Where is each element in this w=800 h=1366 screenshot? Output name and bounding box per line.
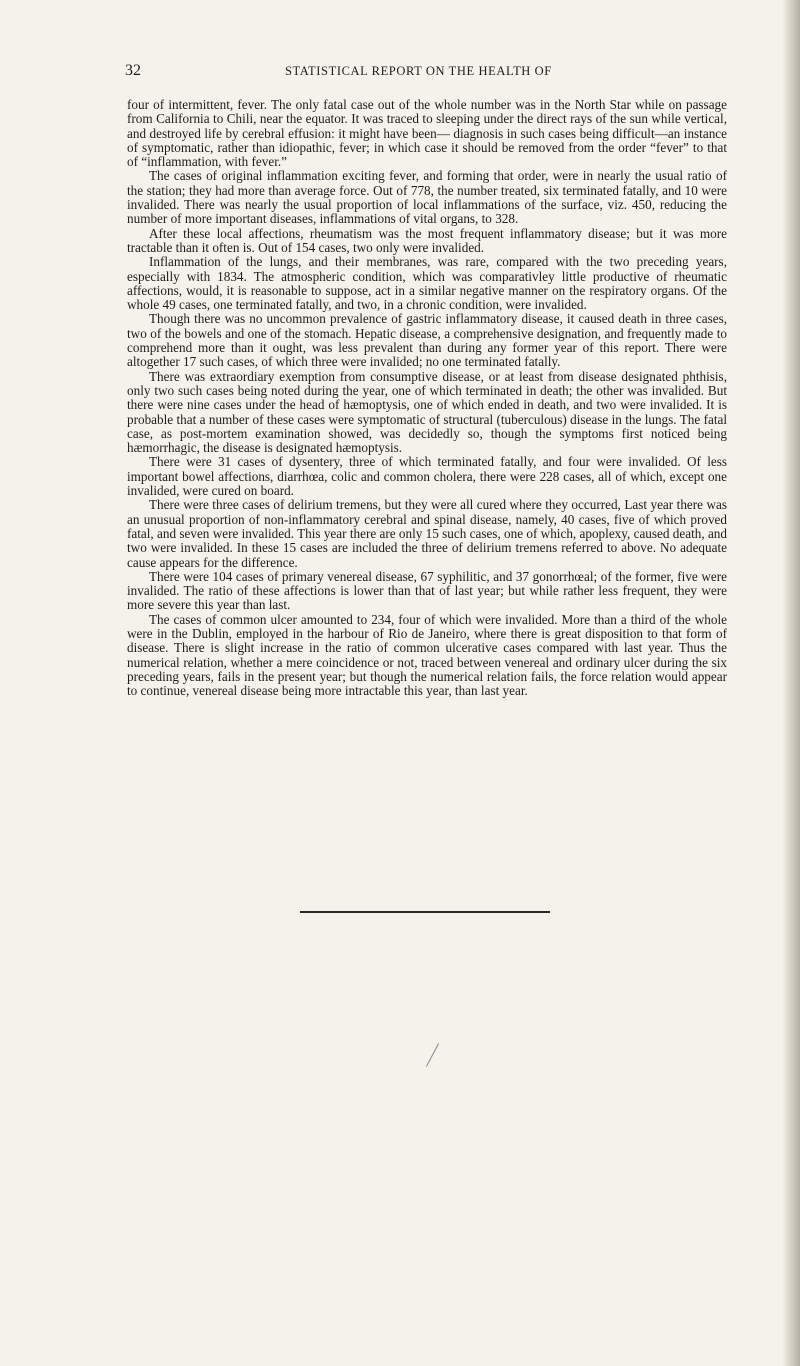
paragraph-consumptive: There was extraordiary exemption from consumptive disease, or at least from disease designated phthisis, only two such cases being noted during the year, one of which terminated in death; the other was invalided. But there were nine cases under the head of hæmoptysis, one of which ended in death, and two were invalided. It is probable that a number of these cases were symptomatic of structural (tuberculous) disease in the lungs. The fatal case, as post-mortem examination showed, was decidedly so, though the symptoms first noticed being hæmorrhagic, the disease is designated hæmoptysis. [127,368,727,456]
running-title: STATISTICAL REPORT ON THE HEALTH OF [285,64,552,78]
paragraph-dysentery: There were 31 cases of dysentery, three of which terminated fatally, and four were invalided. Of less important bowel affections, diarrhœa, colic and common cholera, there were 228 cases, all of which, except one invalided, were cured on board. [127,454,727,499]
paragraph-ulcer: The cases of common ulcer amounted to 234, four of which were invalided. More than a third of the whole were in the Dublin, employed in the harbour of Rio de Janeiro, where there is great disposition to that form of disease. There is slight increase in the ratio of common ulcerative cases compared with last year. Thus the numerical relation, whether a mere coincidence or not, traced between venereal and ordinary ulcer during the six preceding years, fails in the present year; but though the numerical relation fails, the force relation would appear to continue, venereal disease being more intractable this year, than last year. [127,611,727,699]
paragraph-venereal: There were 104 cases of primary venereal disease, 67 syphilitic, and 37 gonorrhœal; of the former, five were invalided. The ratio of these affections is lower than that of last year; but while rather less frequent, they were more severe this year than last. [127,568,727,613]
section-end-rule [300,911,550,913]
body-text [127,98,727,698]
running-head [125,62,685,80]
paragraph-lungs: Inflammation of the lungs, and their membranes, was rare, compared with the two preceding years, especially with 1834. The atmospheric condition, which was comparativley little productive of rheumatic affections, would, it is reasonable to suppose, act in a similar negative manner on the respiratory organs. Of the whole 49 cases, one terminated fatally, and two, in a chronic condition, were invalided. [127,254,727,313]
paragraph-inflammation: The cases of original inflammation exciting fever, and forming that order, were in nearly the usual ratio of the station; they had more than average force. Out of 778, the number treated, six terminated fatally, and 10 were invalided. There was nearly the usual proportion of local inflammations of the surface, viz. 450, reducing the number of more important diseases, inflammations of vital organs, to 328. [127,168,727,227]
page-number: 32 [125,62,141,79]
paragraph-gastric: Though there was no uncommon prevalence of gastric inflammatory disease, it caused death in three cases, two of the bowels and one of the stomach. Hepatic disease, a comprehensive designation, and frequently made to comprehend more than it ought, was less prevalent than during any former year of this report. There were altogether 17 such cases, of which three were invalided; no one terminated fatally. [127,311,727,370]
stray-pencil-mark [426,1043,439,1066]
paragraph-delirium-tremens: There were three cases of delirium tremens, but they were all cured where they occurred, Last year there was an unusual proportion of non-inflammatory cerebral and spinal disease, namely, 40 cases, five of which proved fatal, and seven were invalided. This year there are only 15 such cases, one of which, apoplexy, caused death, and two were invalided. In these 15 cases are included the three of delirium tremens referred to above. No adequate cause appears for the difference. [127,497,727,570]
paragraph-rheumatism: After these local affections, rheumatism was the most frequent inflammatory disease; but it was more tractable than it often is. Out of 154 cases, two only were invalided. [127,225,727,255]
paragraph-fever-continued: four of intermittent, fever. The only fatal case out of the whole number was in the North Star while on passage from California to Chili, near the equator. It was traced to sleeping under the direct rays of the sun while vertical, and destroyed life by cerebral effusion: it might have been— diagnosis in such cases being difficult—an instance of symptomatic, rather than idiopathic, fever; in which case it should be removed from the order “fever” to that of “inflammation, with fever.” [127,97,727,170]
